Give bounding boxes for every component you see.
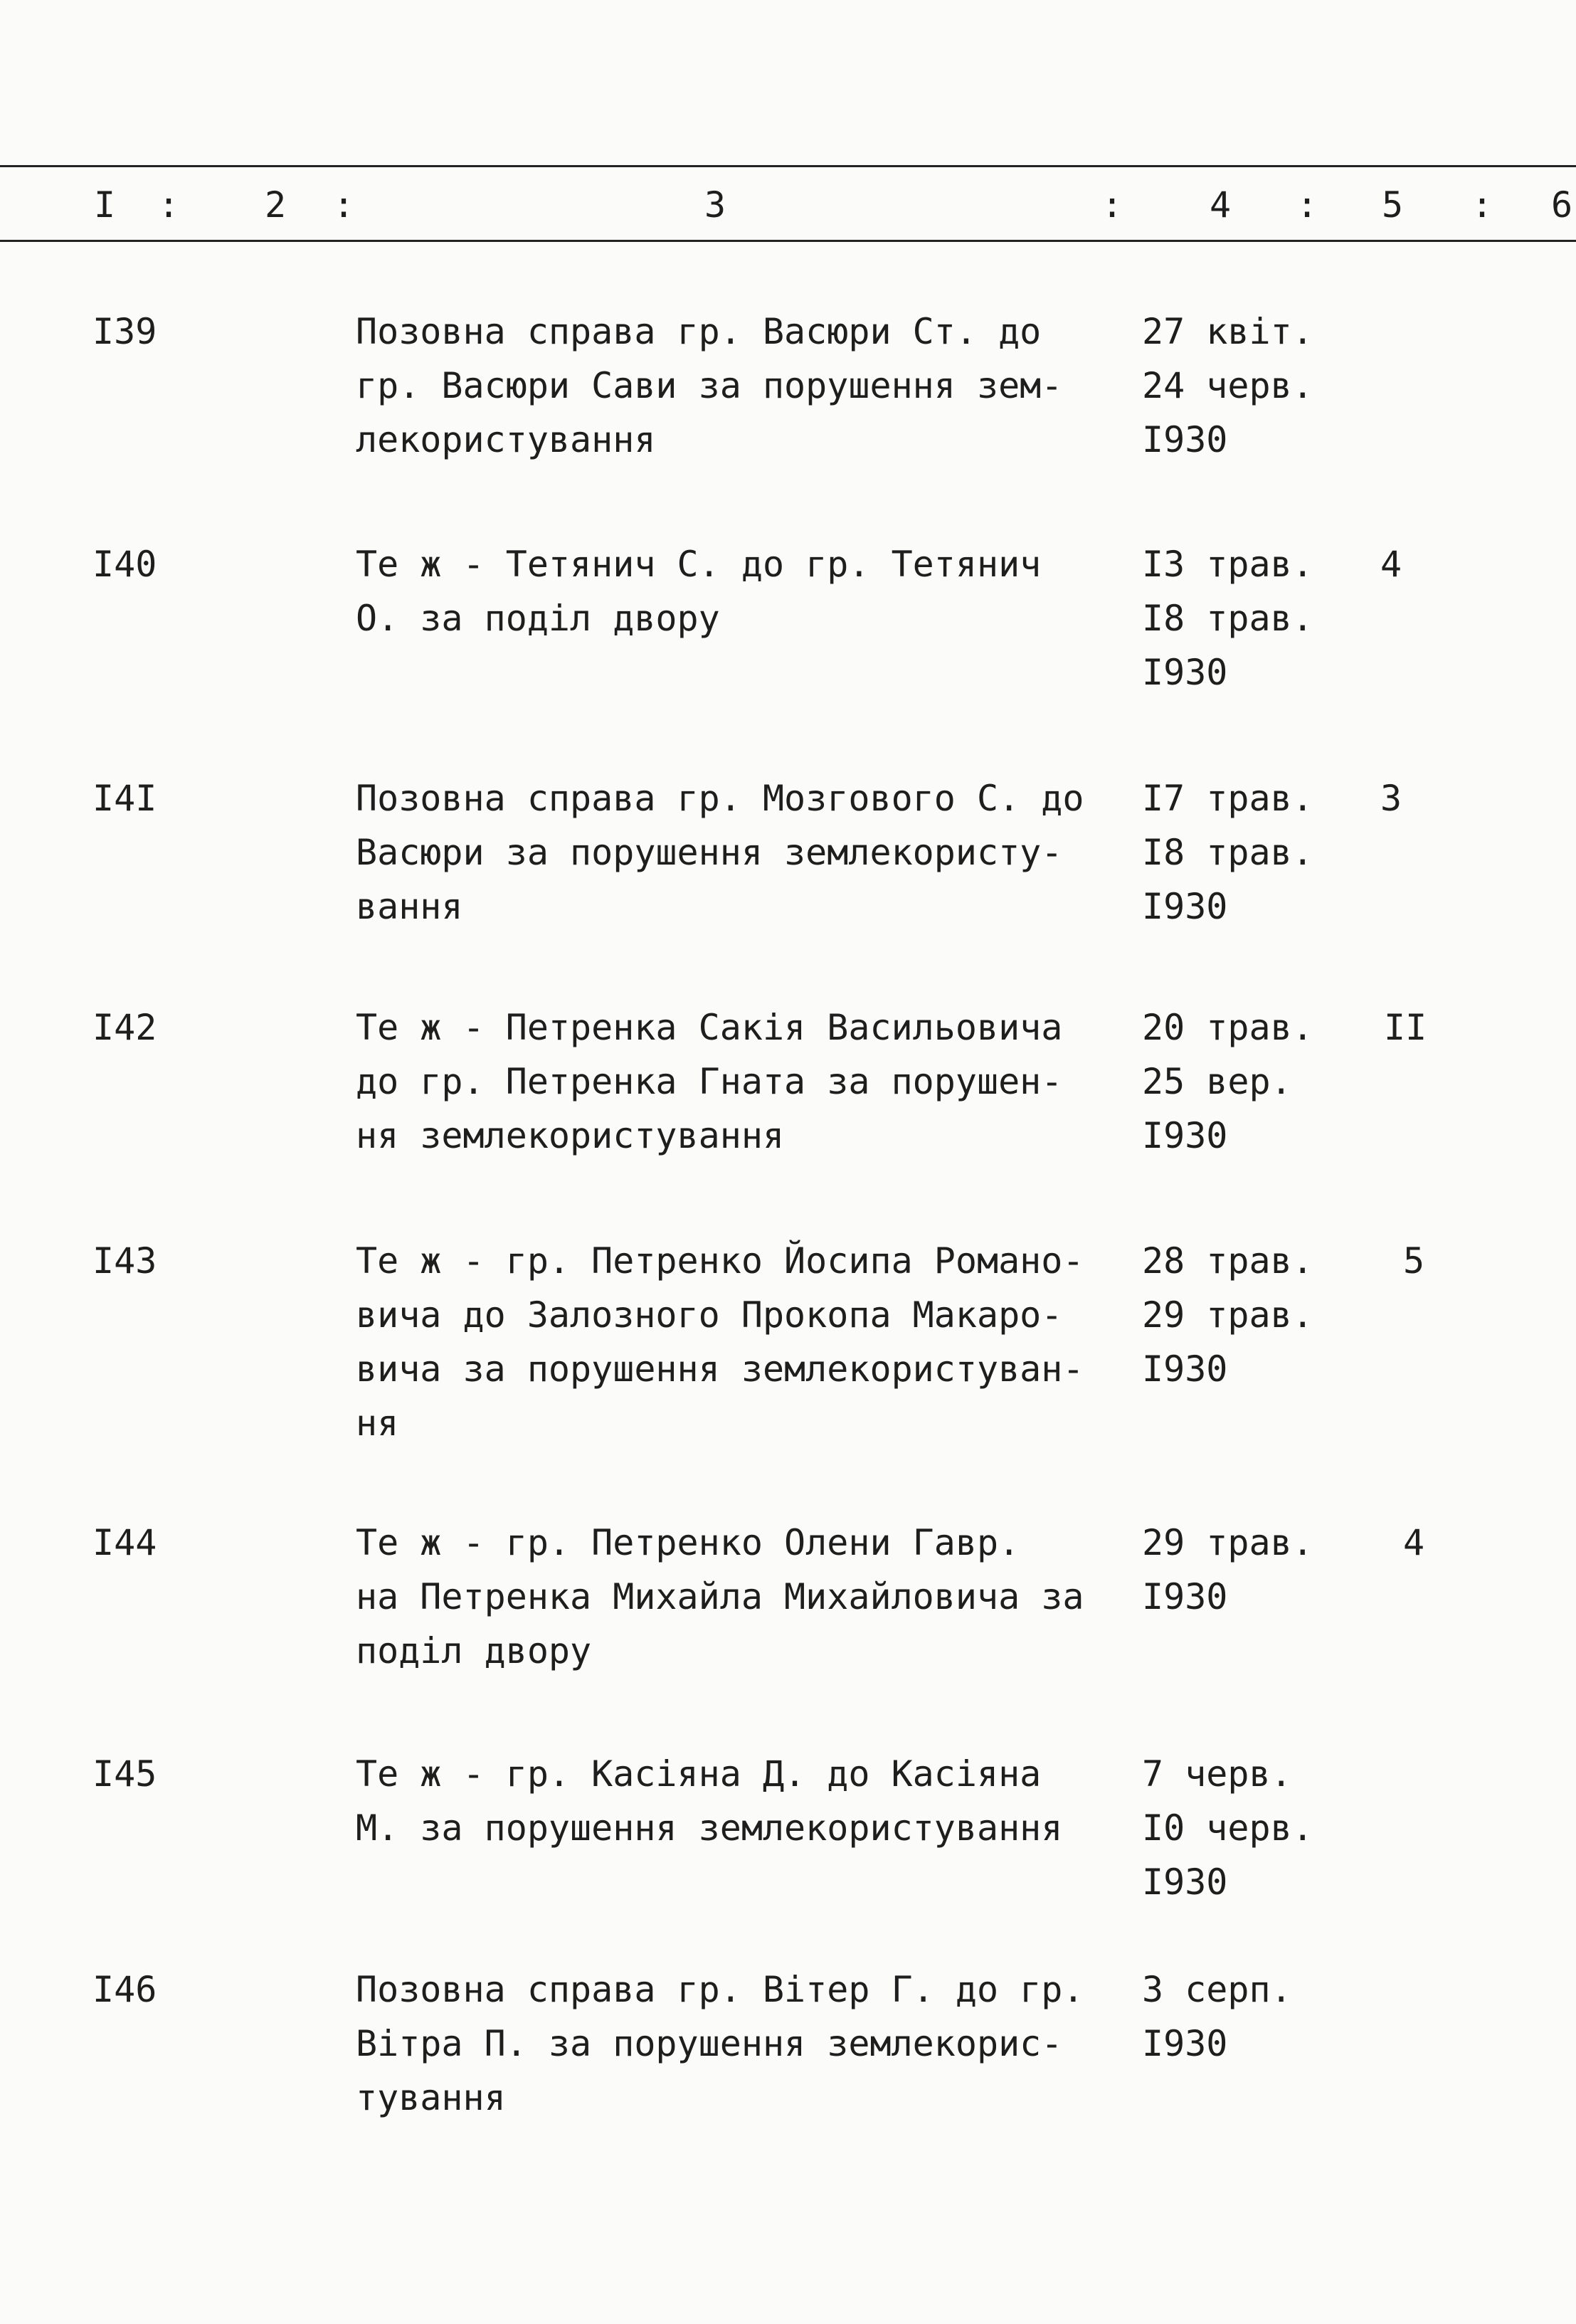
entry-dates <box>1142 1516 1313 1624</box>
column-separator: : <box>1101 184 1123 226</box>
column-separator: : <box>1471 184 1493 226</box>
entry-sheets: 5 <box>1403 1240 1425 1282</box>
column-header-1: I <box>94 184 116 226</box>
entry-number: I46 <box>92 1969 157 2010</box>
entry-number: I44 <box>92 1522 157 1563</box>
entry-description <box>356 305 1110 467</box>
date-line: 25 вер. <box>1142 1061 1292 1102</box>
entry-number: I39 <box>92 311 157 352</box>
date-line: 20 трав. <box>1142 1007 1313 1048</box>
description-line: тування <box>356 2077 506 2118</box>
entry-dates <box>1142 1963 1292 2071</box>
entry-description <box>356 1516 1110 1678</box>
description-line: Позовна справа гр. Васюри Ст. до <box>356 311 1042 352</box>
header-top-rule <box>0 165 1576 167</box>
date-line: I3 трав. <box>1142 544 1313 585</box>
entry-number: I43 <box>92 1240 157 1282</box>
entry-dates <box>1142 1000 1313 1163</box>
date-line: I930 <box>1142 1348 1228 1390</box>
date-line: I8 трав. <box>1142 598 1313 639</box>
description-line: ня землекористування <box>356 1115 785 1156</box>
description-line: Васюри за порушення землекористу- <box>356 832 1063 873</box>
date-line: 29 трав. <box>1142 1294 1313 1336</box>
description-line: Те ж - Тетянич С. до гр. Тетянич <box>356 544 1042 585</box>
entry-sheets: 4 <box>1380 544 1402 585</box>
date-line: 29 трав. <box>1142 1522 1313 1563</box>
date-line: I0 черв. <box>1142 1807 1313 1849</box>
description-line: вича до Залозного Прокопа Макаро- <box>356 1294 1063 1336</box>
entry-number: I45 <box>92 1753 157 1795</box>
date-line: I930 <box>1142 1861 1228 1903</box>
date-line: I930 <box>1142 1576 1228 1617</box>
entry-dates <box>1142 1234 1313 1396</box>
entry-number: I4I <box>92 778 157 819</box>
entry-description <box>356 771 1110 934</box>
entry-sheets: II <box>1384 1007 1427 1048</box>
entry-sheets: 3 <box>1380 778 1402 819</box>
date-line: 28 трав. <box>1142 1240 1313 1282</box>
description-line: М. за порушення землекористування <box>356 1807 1063 1849</box>
entry-sheets: 4 <box>1403 1522 1425 1563</box>
description-line: Позовна справа гр. Вітер Г. до гр. <box>356 1969 1084 2010</box>
column-header-5: 5 <box>1382 184 1404 226</box>
column-header-6: 6 <box>1551 184 1573 226</box>
date-line: 3 серп. <box>1142 1969 1292 2010</box>
entry-dates <box>1142 305 1313 467</box>
description-line: Те ж - Петренка Сакія Васильовича <box>356 1007 1063 1048</box>
description-line: О. за поділ двору <box>356 598 720 639</box>
entry-dates <box>1142 771 1313 934</box>
description-line: ня <box>356 1403 399 1444</box>
entry-dates <box>1142 1747 1313 1909</box>
entry-number: I40 <box>92 544 157 585</box>
entry-description <box>356 537 1110 645</box>
date-line: 7 черв. <box>1142 1753 1292 1795</box>
date-line: I930 <box>1142 1115 1228 1156</box>
date-line: 24 черв. <box>1142 365 1313 406</box>
description-line: гр. Васюри Сави за порушення зем- <box>356 365 1063 406</box>
column-header-3: 3 <box>704 184 726 226</box>
entry-description <box>356 1234 1110 1450</box>
description-line: Вітра П. за порушення землекорис- <box>356 2023 1063 2064</box>
date-line: I7 трав. <box>1142 778 1313 819</box>
column-header-2: 2 <box>265 184 287 226</box>
entry-dates <box>1142 537 1313 699</box>
header-bottom-rule <box>0 240 1576 242</box>
entry-number: I42 <box>92 1007 157 1048</box>
date-line: I930 <box>1142 419 1228 460</box>
description-line: Те ж - гр. Касіяна Д. до Касіяна <box>356 1753 1042 1795</box>
description-line: вання <box>356 886 463 927</box>
description-line: Те ж - гр. Петренко Йосипа Романо- <box>356 1240 1084 1282</box>
description-line: на Петренка Михайла Михайловича за <box>356 1576 1084 1617</box>
description-line: до гр. Петренка Гната за порушен- <box>356 1061 1063 1102</box>
entry-description <box>356 1000 1110 1163</box>
description-line: лекористування <box>356 419 656 460</box>
column-separator: : <box>333 184 355 226</box>
date-line: I930 <box>1142 2023 1228 2064</box>
entry-description <box>356 1963 1110 2125</box>
date-line: I8 трав. <box>1142 832 1313 873</box>
description-line: Позовна справа гр. Мозгового С. до <box>356 778 1084 819</box>
column-header-4: 4 <box>1210 184 1232 226</box>
description-line: Те ж - гр. Петренко Олени Гавр. <box>356 1522 1020 1563</box>
description-line: вича за порушення землекористуван- <box>356 1348 1084 1390</box>
column-separator: : <box>1296 184 1318 226</box>
date-line: 27 квіт. <box>1142 311 1313 352</box>
column-separator: : <box>158 184 180 226</box>
entry-description <box>356 1747 1110 1855</box>
description-line: поділ двору <box>356 1630 592 1671</box>
date-line: I930 <box>1142 886 1228 927</box>
date-line: I930 <box>1142 652 1228 693</box>
